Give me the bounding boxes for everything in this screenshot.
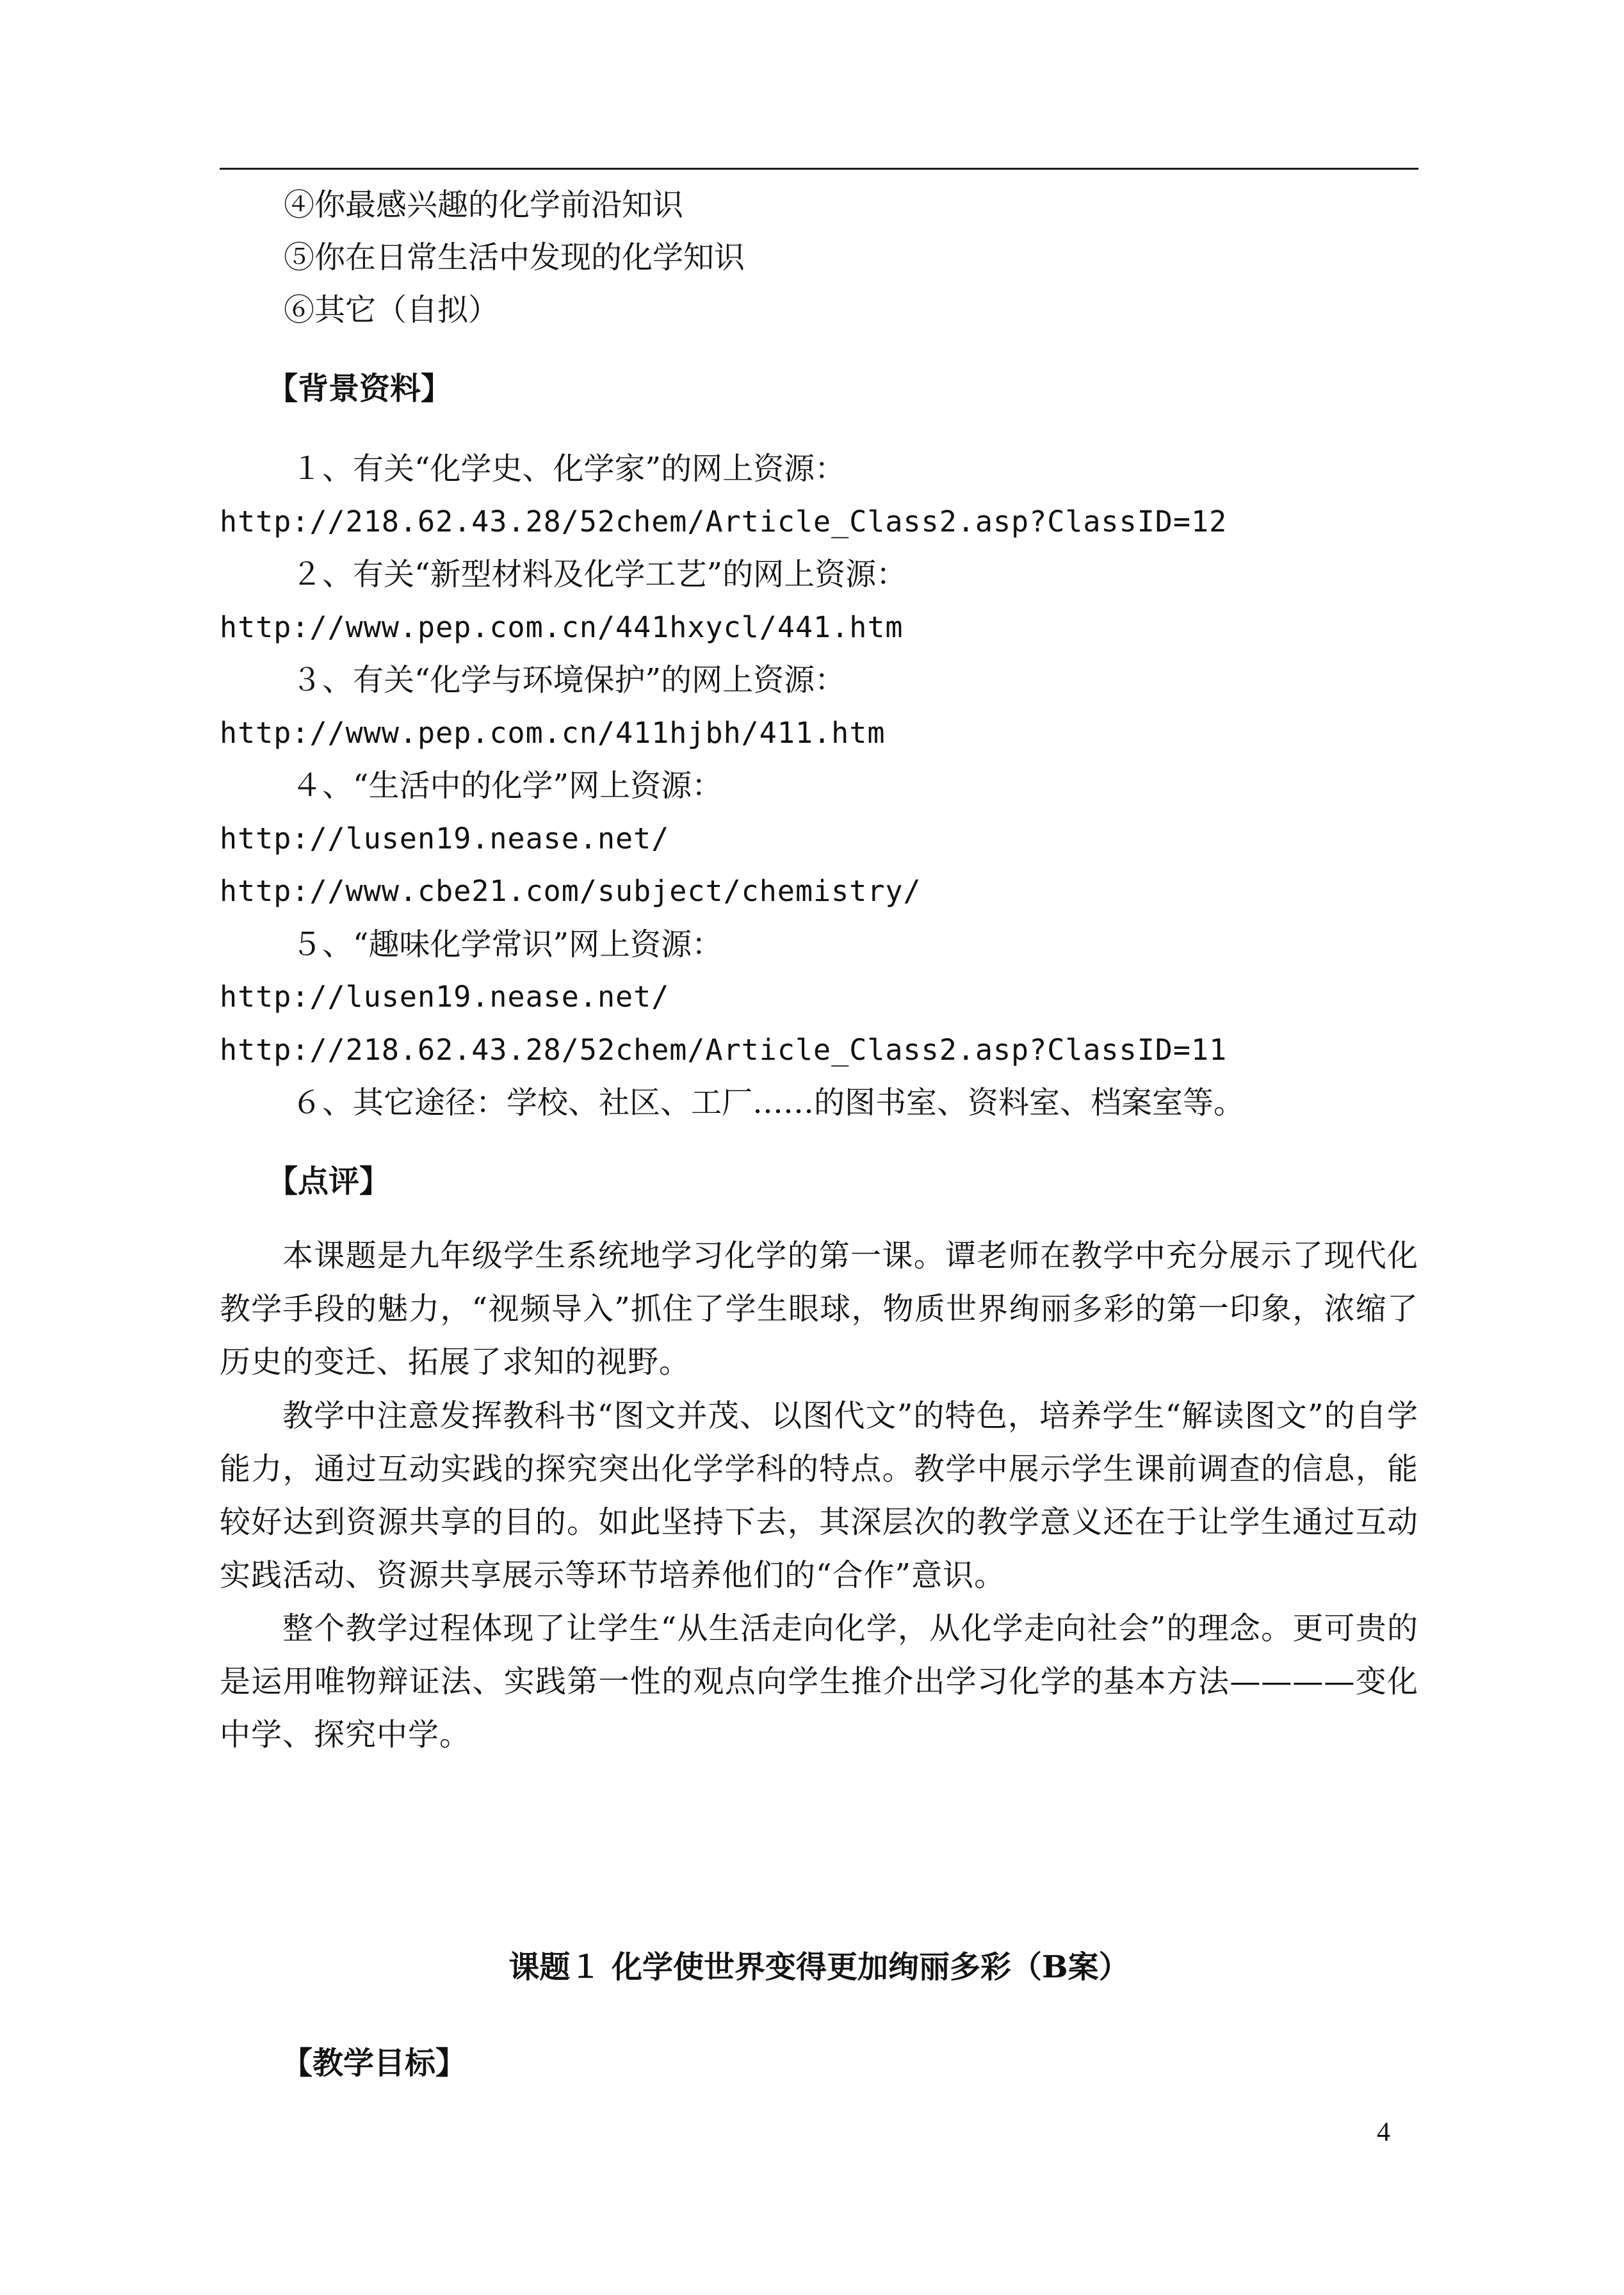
list-item: ⑤你在日常生活中发现的化学知识 bbox=[284, 239, 745, 275]
resource-label: １、有关“化学史、化学家”的网上资源： bbox=[291, 451, 846, 487]
resource-link[interactable]: http://218.62.43.28/52chem/Article_Class2.asp?ClassID=11 bbox=[220, 1033, 1228, 1067]
resource-link[interactable]: http://www.pep.com.cn/441hxycl/441.htm bbox=[220, 610, 904, 644]
objectives-heading: 【教学目标】 bbox=[282, 2045, 467, 2081]
resource-label: ３、有关“化学与环境保护”的网上资源： bbox=[291, 662, 846, 698]
resource-link[interactable]: http://www.cbe21.com/subject/chemistry/ bbox=[220, 874, 922, 908]
section-title: 课题１ 化学使世界变得更加绚丽多彩（B案） bbox=[508, 1949, 1130, 1985]
resource-label: ５、“趣味化学常识”网上资源： bbox=[291, 927, 723, 962]
resource-other: ６、其它途径：学校、社区、工厂……的图书室、资料室、档案室等。 bbox=[291, 1085, 1245, 1121]
review-paragraph: 教学中注意发挥教科书“图文并茂、以图代文”的特色，培养学生“解读图文”的自学能力，通过互动实践的探究突出化学学科的特点。教学中展示学生课前调查的信息，能较好达到资源共享的目的。如此坚持下去，其深层次的教学意义还在于让学生通过互动实践活动、资源共享展示等环节培养他们的“合作”意识。 bbox=[220, 1398, 1418, 1593]
resource-label: ４、“生活中的化学”网上资源： bbox=[291, 768, 723, 804]
review-paragraph: 整个教学过程体现了让学生“从生活走向化学，从化学走向社会”的理念。更可贵的是运用唯物辩证法、实践第一性的观点向学生推介出学习化学的基本方法————变化中学、探究中学。 bbox=[220, 1610, 1418, 1753]
page-number: 4 bbox=[1377, 2118, 1390, 2147]
review-heading: 【点评】 bbox=[267, 1164, 391, 1199]
resource-link[interactable]: http://www.pep.com.cn/411hjbh/411.htm bbox=[220, 716, 886, 750]
resource-label: ２、有关“新型材料及化学工艺”的网上资源： bbox=[291, 556, 907, 592]
resource-link[interactable]: http://lusen19.nease.net/ bbox=[220, 822, 670, 856]
header-rule bbox=[220, 168, 1418, 170]
list-item: ⑥其它（自拟） bbox=[284, 292, 499, 328]
review-paragraph: 本课题是九年级学生系统地学习化学的第一课。谭老师在教学中充分展示了现代化教学手段的魅力，“视频导入”抓住了学生眼球，物质世界绚丽多彩的第一印象，浓缩了历史的变迁、拓展了求知的视野。 bbox=[220, 1238, 1418, 1380]
list-item: ④你最感兴趣的化学前沿知识 bbox=[284, 187, 684, 223]
resource-link[interactable]: http://lusen19.nease.net/ bbox=[220, 980, 670, 1014]
resource-link[interactable]: http://218.62.43.28/52chem/Article_Class2.asp?ClassID=12 bbox=[220, 505, 1228, 539]
background-heading: 【背景资料】 bbox=[267, 371, 452, 407]
